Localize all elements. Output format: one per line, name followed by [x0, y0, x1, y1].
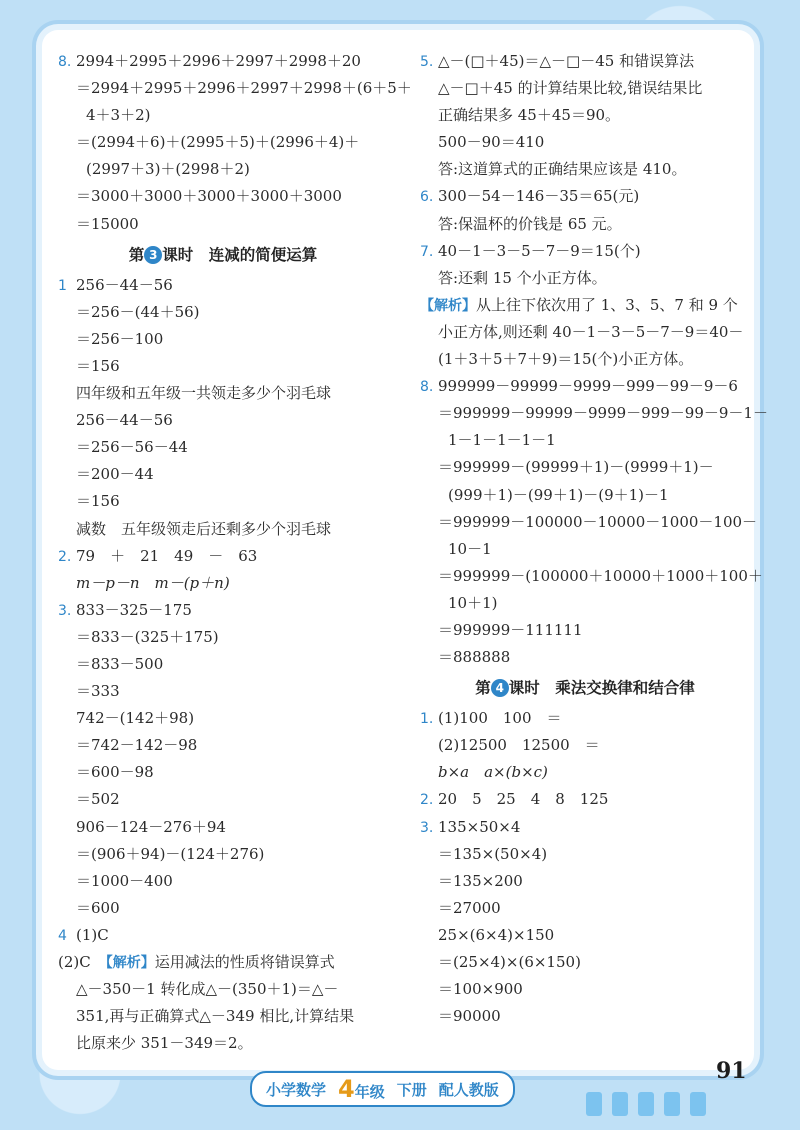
answer-line — [58, 48, 388, 75]
answer-line — [58, 759, 388, 786]
answer-line — [420, 454, 750, 481]
answer-line — [420, 48, 750, 75]
answer-text: 351,再与正确算式△－349 相比,计算结果 — [76, 1007, 355, 1026]
answer-text: ＝256－56－44 — [76, 438, 188, 457]
section-title-prefix: 第 — [475, 679, 491, 698]
deco-block — [612, 1092, 628, 1116]
question-number: 2. — [420, 792, 434, 809]
answer-line — [58, 353, 388, 380]
answer-line — [58, 75, 412, 102]
answer-line — [58, 461, 388, 488]
answer-text: ＝(906＋94)－(124＋276) — [76, 844, 265, 863]
answer-text: 4＋3＋2) — [86, 106, 151, 125]
deco-block — [638, 1092, 654, 1116]
answer-line — [420, 400, 768, 427]
answer-line — [58, 516, 388, 543]
answer-line — [420, 373, 750, 400]
answer-text: ＝200－44 — [76, 465, 154, 484]
answer-text: 10－1 — [448, 539, 492, 558]
answer-line — [58, 543, 388, 570]
question-number: 4 — [58, 927, 67, 944]
answer-text: 答:保温杯的价钱是 65 元。 — [438, 214, 622, 233]
decorative-blocks — [586, 1092, 706, 1116]
subject-label: 小学数学 — [266, 1080, 327, 1099]
answer-text: ＝156 — [76, 356, 120, 375]
question-number: 3. — [420, 819, 434, 836]
lesson-number-badge: 3 — [144, 246, 162, 264]
answer-line — [420, 814, 750, 841]
book-footer — [250, 1072, 515, 1106]
answer-line — [58, 211, 388, 238]
answer-text: ＝(25×4)×(6×150) — [438, 953, 581, 971]
answer-text: ＝999999－(100000＋10000＋1000＋100＋ — [438, 566, 763, 585]
answer-line — [58, 272, 388, 299]
answer-line — [58, 156, 388, 183]
question-number: 3. — [58, 602, 72, 619]
answer-text: ＝2994＋2995＋2996＋2997＋2998＋(6＋5＋ — [76, 79, 412, 98]
answer-line — [58, 705, 388, 732]
answer-text: 10＋1) — [448, 593, 498, 612]
answer-line — [420, 895, 750, 922]
answer-text: (2997＋3)＋(2998＋2) — [86, 160, 250, 179]
answer-line — [420, 75, 750, 102]
analysis-tag: 【解析】 — [420, 297, 476, 314]
answer-line — [58, 1030, 388, 1057]
answer-line — [420, 292, 750, 319]
answer-line — [420, 922, 750, 949]
answer-line — [420, 346, 750, 373]
edition-label: 配人教版 — [438, 1080, 499, 1099]
answer-line — [420, 102, 750, 129]
answer-line — [420, 536, 750, 563]
answer-text: ＝15000 — [76, 214, 139, 233]
analysis-text: 从上往下依次用了 1、3、5、7 和 9 个 — [476, 295, 738, 314]
answer-line — [58, 651, 388, 678]
answer-line — [58, 407, 388, 434]
answer-text: ＝256－(44＋56) — [76, 302, 200, 321]
answer-text: ＝999999－111111 — [438, 620, 583, 639]
section-title-prefix: 第 — [128, 245, 145, 264]
grade-unit: 年级 — [354, 1083, 385, 1101]
answer-text: ＝833－500 — [76, 654, 164, 673]
answer-line — [420, 644, 750, 671]
answer-line — [420, 705, 750, 732]
answer-line — [58, 841, 388, 868]
question-number: 5. — [420, 54, 434, 70]
answer-line — [58, 434, 388, 461]
lesson-number-badge: 4 — [491, 679, 509, 697]
answer-text: ＝135×(50×4) — [438, 844, 548, 863]
answer-line — [58, 597, 388, 624]
answer-text: 答:这道算式的正确结果应该是 410。 — [438, 160, 687, 179]
answer-line — [420, 319, 750, 346]
answer-line — [58, 183, 388, 210]
answer-text: ＝600 — [76, 898, 120, 917]
answer-text: (1)C — [76, 925, 109, 944]
answer-line — [58, 624, 388, 651]
section-title-text: 课时 连减的简便运算 — [162, 245, 318, 264]
section-title-text: 课时 乘法交换律和结合律 — [508, 679, 695, 698]
question-number: 6. — [420, 189, 434, 206]
deco-block — [586, 1092, 602, 1116]
answer-line — [58, 380, 388, 407]
question-number: 8. — [420, 379, 434, 396]
answer-text: ＝999999－(99999＋1)－(9999＋1)－ — [438, 458, 714, 477]
answer-text: ＝3000＋3000＋3000＋3000＋3000 — [76, 187, 342, 206]
answer-text: 906－124－276＋94 — [76, 817, 226, 836]
answer-line — [58, 570, 388, 597]
answer-line — [58, 102, 388, 129]
grade-number: 4 — [338, 1075, 355, 1103]
answer-text: ＝(2994＋6)＋(2995＋5)＋(2996＋4)＋ — [76, 133, 360, 152]
answer-text: ＝600－98 — [76, 763, 154, 782]
answer-line — [420, 759, 750, 786]
question-number: 1. — [420, 711, 434, 728]
page-number: 91 — [716, 1058, 747, 1084]
answer-line — [58, 1003, 388, 1030]
answer-text: ＝156 — [76, 492, 120, 511]
answer-text: 833－325－175 — [76, 600, 192, 619]
answer-line — [420, 949, 750, 976]
answer-line — [58, 299, 388, 326]
answer-line — [58, 949, 388, 976]
answer-line — [420, 509, 758, 536]
answer-text: 2994＋2995＋2996＋2997＋2998＋20 — [76, 52, 361, 70]
answer-line — [58, 326, 388, 353]
answer-text: 四年级和五年级一共领走多少个羽毛球 — [76, 384, 332, 403]
answer-text: ＝100×900 — [438, 980, 523, 999]
answer-text: 135×50×4 — [438, 817, 521, 836]
answer-text: ＝256－100 — [76, 329, 164, 348]
answer-text: 1－1－1－1－1 — [448, 431, 556, 450]
answer-line — [420, 427, 750, 454]
answer-line — [420, 156, 750, 183]
answer-line — [420, 129, 750, 156]
answer-text: △－(□＋45)＝△－□－45 和错误算法 — [438, 52, 695, 70]
answer-text: △－350－1 转化成△－(350＋1)＝△－ — [76, 980, 339, 999]
section-title — [58, 238, 388, 272]
answer-line — [58, 129, 388, 156]
answer-line — [420, 617, 750, 644]
answer-text: 999999－99999－9999－999－99－9－6 — [438, 377, 738, 396]
answer-text: 742－(142＋98) — [76, 709, 195, 728]
answer-line — [420, 1003, 750, 1030]
question-number: 8. — [58, 54, 72, 70]
answer-line — [58, 814, 388, 841]
book-label — [250, 1071, 515, 1107]
answer-text: ＝999999－99999－9999－999－99－9－1－ — [438, 404, 768, 423]
answer-line — [58, 488, 388, 515]
answer-text: 79 ＋ 21 49 － 63 — [76, 546, 258, 565]
answer-line — [420, 183, 750, 210]
answer-line — [420, 976, 750, 1003]
answer-line — [58, 868, 388, 895]
answer-line — [420, 563, 763, 590]
answer-line — [420, 868, 750, 895]
volume-label: 下册 — [396, 1080, 427, 1099]
answer-text: ＝27000 — [438, 898, 501, 917]
answer-line — [58, 786, 388, 813]
answer-line — [58, 732, 388, 759]
answer-line — [420, 211, 750, 238]
answer-text: 答:还剩 15 个小正方体。 — [438, 268, 607, 287]
answer-text: b×a a×(b×c) — [438, 763, 548, 782]
answer-text: ＝742－142－98 — [76, 736, 198, 755]
answer-text: △－□＋45 的计算结果比较,错误结果比 — [438, 79, 703, 98]
answer-text: ＝888888 — [438, 648, 511, 667]
answer-text: 256－44－56 — [76, 411, 173, 430]
answer-text: ＝333 — [76, 682, 120, 701]
answer-text: 256－44－56 — [76, 275, 173, 294]
answer-text: 减数 五年级领走后还剩多少个羽毛球 — [76, 519, 332, 538]
answer-line — [58, 895, 388, 922]
answer-line — [58, 922, 388, 949]
answer-line — [420, 786, 750, 813]
right-column — [420, 48, 768, 1030]
answer-text: 比原来少 351－349＝2。 — [76, 1034, 253, 1053]
deco-block — [664, 1092, 680, 1116]
answer-text: ＝1000－400 — [76, 871, 173, 890]
question-number: 2. — [58, 548, 72, 565]
grade-label — [338, 1075, 385, 1103]
answer-line — [420, 841, 750, 868]
section-title — [420, 671, 750, 705]
analysis-tag: 【解析】 — [105, 955, 155, 971]
answer-text: 500－90＝410 — [438, 133, 545, 152]
answer-text: 20 5 25 4 8 125 — [438, 790, 609, 809]
deco-block — [690, 1092, 706, 1116]
answer-text: (1＋3＋5＋7＋9)＝15(个)小正方体。 — [438, 350, 694, 369]
answer-text: ＝135×200 — [438, 871, 523, 890]
left-column — [58, 48, 412, 1057]
question-number: 1 — [58, 277, 67, 294]
answer-text: ＝833－(325＋175) — [76, 627, 219, 646]
answer-text: (2)C — [58, 953, 106, 971]
answer-text: 小正方体,则还剩 40－1－3－5－7－9＝40－ — [438, 322, 744, 341]
answer-text: (2)12500 12500 ＝ — [438, 736, 600, 755]
answer-line — [58, 678, 388, 705]
answer-text: (1)100 100 ＝ — [438, 709, 562, 728]
answer-text: (999＋1)－(99＋1)－(9＋1)－1 — [448, 485, 669, 504]
answer-line — [420, 265, 750, 292]
answer-line — [420, 482, 750, 509]
answer-text: m－p－n m－(p＋n) — [76, 573, 230, 592]
answer-text: 25×(6×4)×150 — [438, 925, 555, 944]
answer-text: ＝90000 — [438, 1007, 501, 1026]
analysis-text: 运用减法的性质将错误算式 — [154, 953, 335, 971]
answer-text: ＝999999－100000－10000－1000－100－ — [438, 512, 758, 531]
question-number: 7. — [420, 243, 434, 260]
answer-text: 正确结果多 45＋45＝90。 — [438, 106, 621, 125]
answer-line — [420, 238, 750, 265]
answer-text: ＝502 — [76, 790, 120, 809]
answer-line — [58, 976, 388, 1003]
answer-text: 40－1－3－5－7－9＝15(个) — [438, 241, 641, 260]
answer-line — [420, 732, 750, 759]
answer-text: 300－54－146－35＝65(元) — [438, 187, 640, 206]
answer-line — [420, 590, 750, 617]
